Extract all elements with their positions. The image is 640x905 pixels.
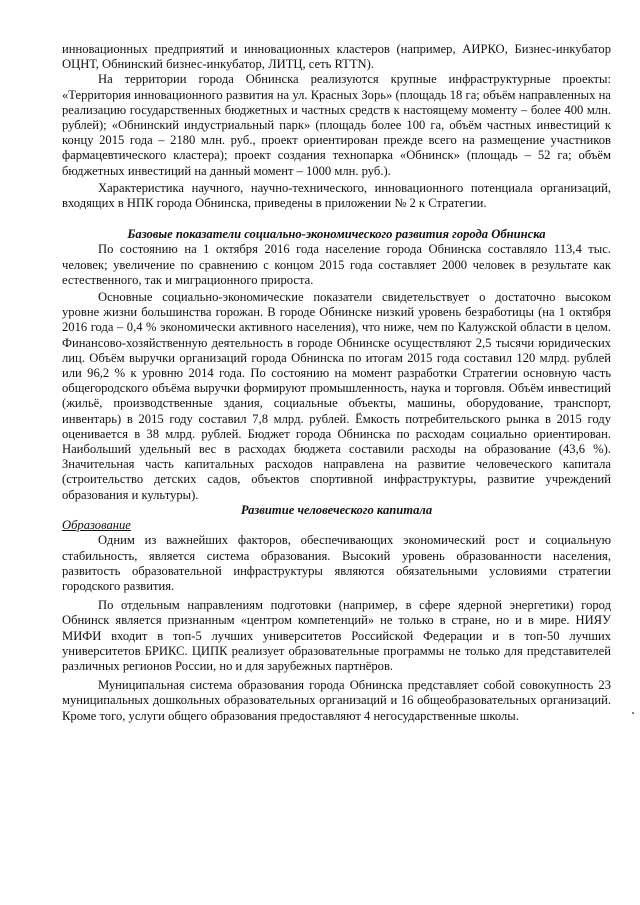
heading-human-capital: Развитие человеческого капитала [240, 502, 433, 517]
paragraph-innovation-clusters: инновационных предприятий и инновационных кластеров (например, АИРКО, Бизнес-инкубатор ОЦНТ, Обнинский бизнес-инкубатор, ЛИТЦ, сеть RTTN). [62, 42, 611, 72]
paragraph-education-factor: Одним из важнейших факторов, обеспечивающих экономический рост и социальную стабильность, является система образования. Высокий уровень образованности населения, развитость образовательной инфраструктуры являются обязательными условиями стратегии городского развития. [62, 533, 611, 593]
heading-basic-indicators: Базовые показатели социально-экономического развития города Обнинска [127, 227, 546, 242]
margin-dot [632, 712, 634, 714]
paragraph-municipal-education: Муниципальная система образования города Обнинска представляет собой совокупность 23 муниципальных дошкольных образовательных организаций и 16 общеобразовательных организаций. Кроме того, услуги общего образования предоставляют 4 негосударственные школы. [62, 678, 611, 723]
document-body [62, 42, 611, 724]
paragraph-npk-characteristics: Характеристика научного, научно-технического, инновационного потенциала организаций, входящих в НПК города Обнинска, приведены в приложении № 2 к Стратегии. [62, 180, 611, 211]
paragraph-population: По состоянию на 1 октября 2016 года население города Обнинска составляло 113,4 тыс. человек; увеличение по сравнению с концом 2015 года составляет 2000 человек в результате как естественного, так и миграционного прироста. [62, 242, 611, 287]
paragraph-competence-center: По отдельным направлениям подготовки (например, в сфере ядерной энергетики) город Обнинск является признанным «центром компетенций» не только в стране, но и в мире. НИЯУ МИФИ входит в топ-5 лучших университетов Российской Федерации и в топ-50 лучших университетов БРИКС. ЦИПК реализует образовательные программы не только для представителей различных регионов России, но и для зарубежных партнёров. [62, 598, 611, 673]
paragraph-socio-economic: Основные социально-экономические показатели свидетельствует о достаточно высоком уровне жизни большинства горожан. В городе Обнинске низкий уровень безработицы (на 1 октября 2016 года – 0,4 % экономически активного населения), что ниже, чем по Калужской области в целом. Финансово-хозяйственную деятельность в городе Обнинске осуществляют 2,5 тысячи юридических лиц. Объём выручки организаций города Обнинска по итогам 2015 года составил 120 млрд. рублей или 96,2 % к уровню 2014 года. По состоянию на момент разработки Стратегии основную часть общегородского объёма выручки формируют промышленность, наука и торговля. Объём инвестиций (жильё, производственные здания, социальные объекты, машины, оборудование, транспорт, инвентарь) в 2015 году составил 7,8 млрд. рублей. Ёмкость потребительского рынка в 2015 году оценивается в 38 млрд. рублей. Бюджет города Обнинска по расходам социально ориентирован. Наибольший удельный вес в расходах бюджета составили расходы на образование (43,6 %). Значительная часть капитальных расходов направлена на развитие человеческого капитала (строительство детских садов, объектов спортивной инфраструктуры, развитие учреждений образования и культуры). [62, 290, 611, 502]
subheading-education: Образование [62, 518, 131, 533]
paragraph-infrastructure-projects: На территории города Обнинска реализуются крупные инфраструктурные проекты: «Территория инновационного развития на ул. Красных Зорь» (площадь 18 га; объём направленных на реализацию государственных бюджетных и частных средств к настоящему моменту – более 400 млн. рублей); «Обнинский индустриальный парк» (площадь более 100 га, объём частных инвестиций к концу 2015 года – 2180 млн. руб., проект ориентирован прежде всего на размещение участников фармацевтического кластера); проект создания технопарка «Обнинск» (площадь – 52 га; объём бюджетных инвестиций на данный момент – 1000 млн. руб.). [62, 72, 611, 178]
